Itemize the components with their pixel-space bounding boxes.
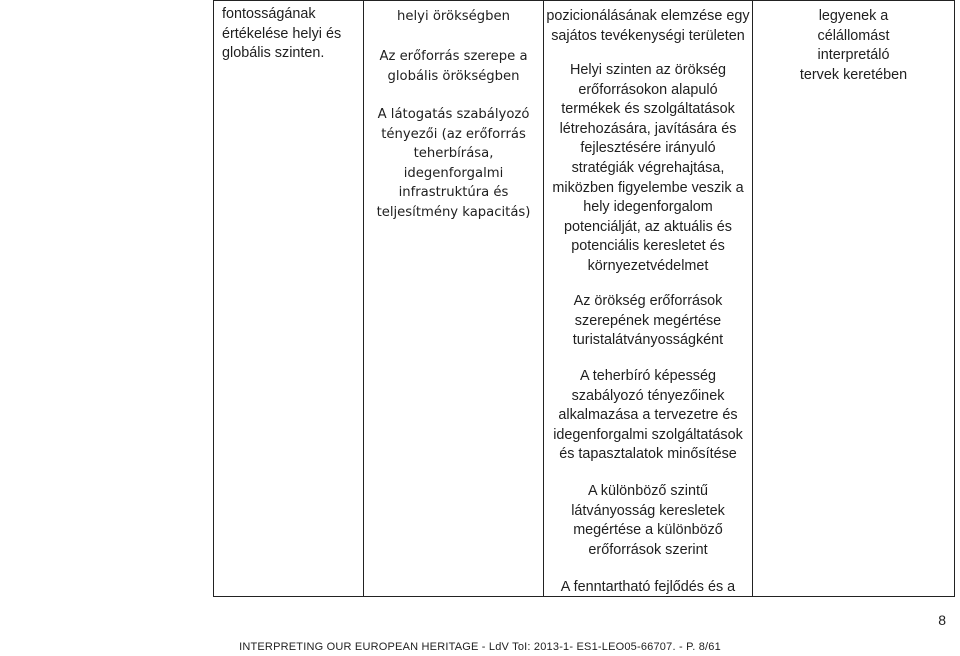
column-2-cell xyxy=(364,1,544,597)
col3-p2: Helyi szinten az örökség erőforrásokon alapuló termékek és szolgáltatások létrehozására, javítására és fejlesztésére irányuló stratégiák végrehajtása, miközben figyelembe veszik a hely idegenforgalom potenciálját, az aktuális és potenciális keresletet és környezetvédelmet xyxy=(552,62,744,274)
column-1-cell xyxy=(214,1,364,597)
col2-p1: helyi örökségben xyxy=(397,9,510,24)
col1-text: fontosságának értékelése helyi és globális szinten. xyxy=(222,6,342,62)
column-3-cell xyxy=(544,1,753,597)
column-4-cell xyxy=(753,1,955,597)
content-table xyxy=(213,0,955,597)
table-row xyxy=(214,1,955,597)
col3-p1: pozicionálásának elemzése egy sajátos tevékenységi területen xyxy=(546,8,750,44)
col2-p2: Az erőforrás szerepe a globális örökségben xyxy=(379,49,528,84)
col3-p3: Az örökség erőforrások szerepének megértése turistalátványosságként xyxy=(572,293,724,349)
page-footer: INTERPRETING OUR EUROPEAN HERITAGE - LdV ToI: 2013-1- ES1-LEO05-66707. - P. 8/61 xyxy=(239,641,721,653)
col3-p5: A különböző szintű látványosság keresletek megértése a különböző erőforrások szerint xyxy=(571,483,725,558)
col4-text: legyenek a célállomást interpretáló tervek keretében xyxy=(799,8,908,83)
col2-p3: A látogatás szabályozó tényezői (az erőforrás teherbírása, idegenforgalmi infrastruktúra és teljesítmény kapacitás) xyxy=(376,107,531,220)
col3-p6: A fenntartható fejlődés és a xyxy=(560,579,736,595)
page-number: 8 xyxy=(938,612,946,628)
col3-p4: A teherbíró képesség szabályozó tényezőinek alkalmazása a tervezetre és idegenforgalmi szolgáltatások és tapasztalatok minősítése xyxy=(553,368,743,463)
